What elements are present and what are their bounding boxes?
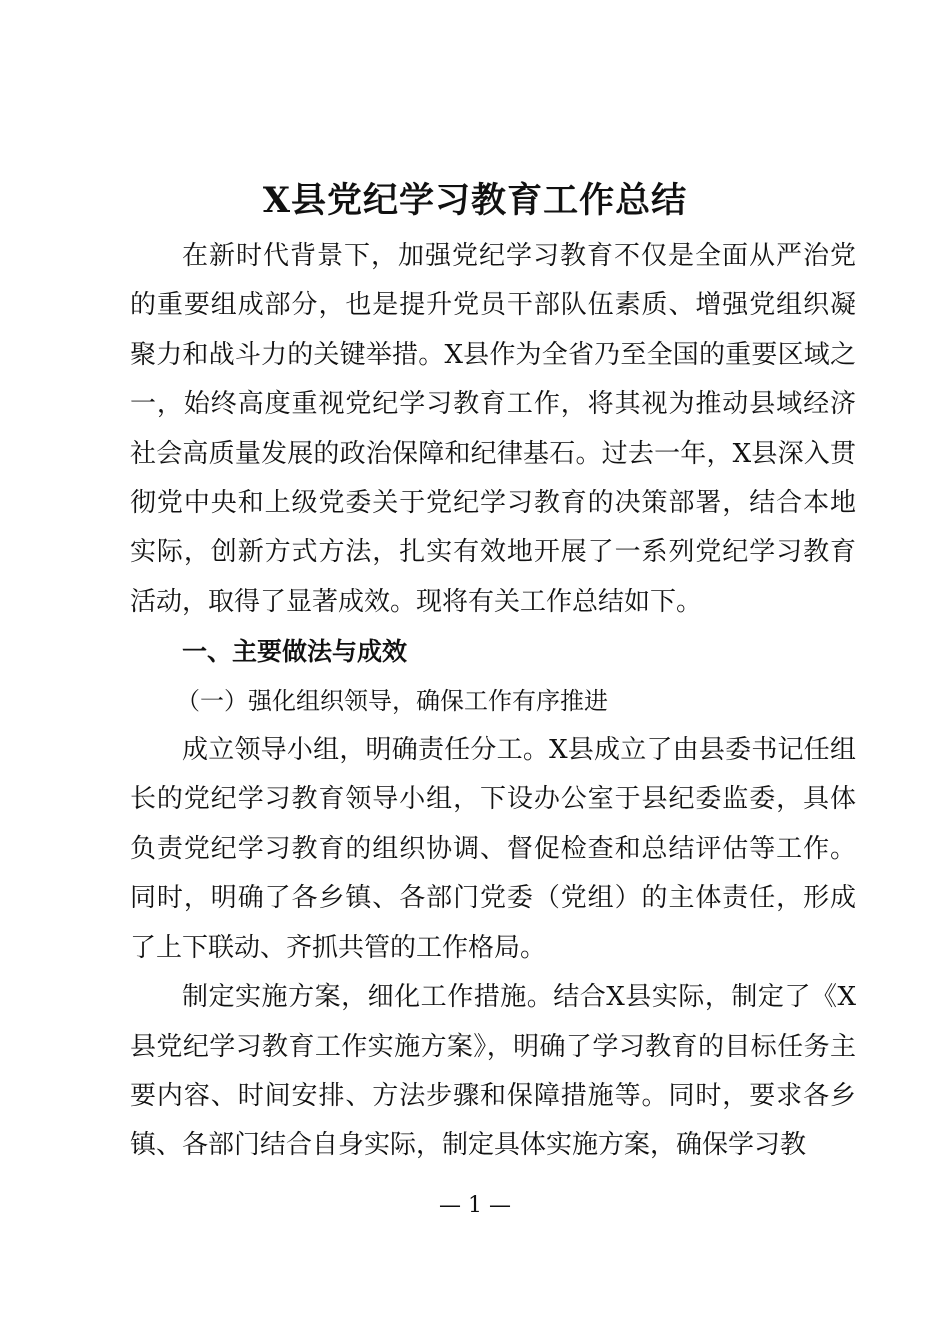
subsection-heading: （一）强化组织领导，确保工作有序推进 bbox=[176, 686, 608, 715]
document-body bbox=[130, 232, 856, 1171]
section-heading: 一、主要做法与成效 bbox=[182, 637, 408, 667]
document-title: X县党纪学习教育工作总结 bbox=[262, 180, 688, 221]
body-paragraph: 成立领导小组，明确责任分工。X县成立了由县委书记任组长的党纪学习教育领导小组，下设办公室于县纪委监委，具体负责党纪学习教育的组织协调、督促检查和总结评估等工作。同时，明确了各乡镇、各部门党委（党组）的主体责任，形成了上下联动、齐抓共管的工作格局。 bbox=[130, 735, 856, 963]
page-number: — 1 — bbox=[439, 1193, 511, 1218]
intro-paragraph: 在新时代背景下，加强党纪学习教育不仅是全面从严治党的重要组成部分，也是提升党员干部队伍素质、增强党组织凝聚力和战斗力的关键举措。X县作为全省乃至全国的重要区域之一，始终高度重视党纪学习教育工作，将其视为推动县域经济社会高质量发展的政治保障和纪律基石。过去一年，X县深入贯彻党中央和上级党委关于党纪学习教育的决策部署，结合本地实际，创新方式方法，扎实有效地开展了一系列党纪学习教育活动，取得了显著成效。现将有关工作总结如下。 bbox=[130, 241, 856, 617]
body-paragraph: 制定实施方案，细化工作措施。结合X县实际，制定了《X县党纪学习教育工作实施方案》，明确了学习教育的目标任务主要内容、时间安排、方法步骤和保障措施等。同时，要求各乡镇、各部门结合自身实际，制定具体实施方案，确保学习教 bbox=[130, 982, 856, 1161]
